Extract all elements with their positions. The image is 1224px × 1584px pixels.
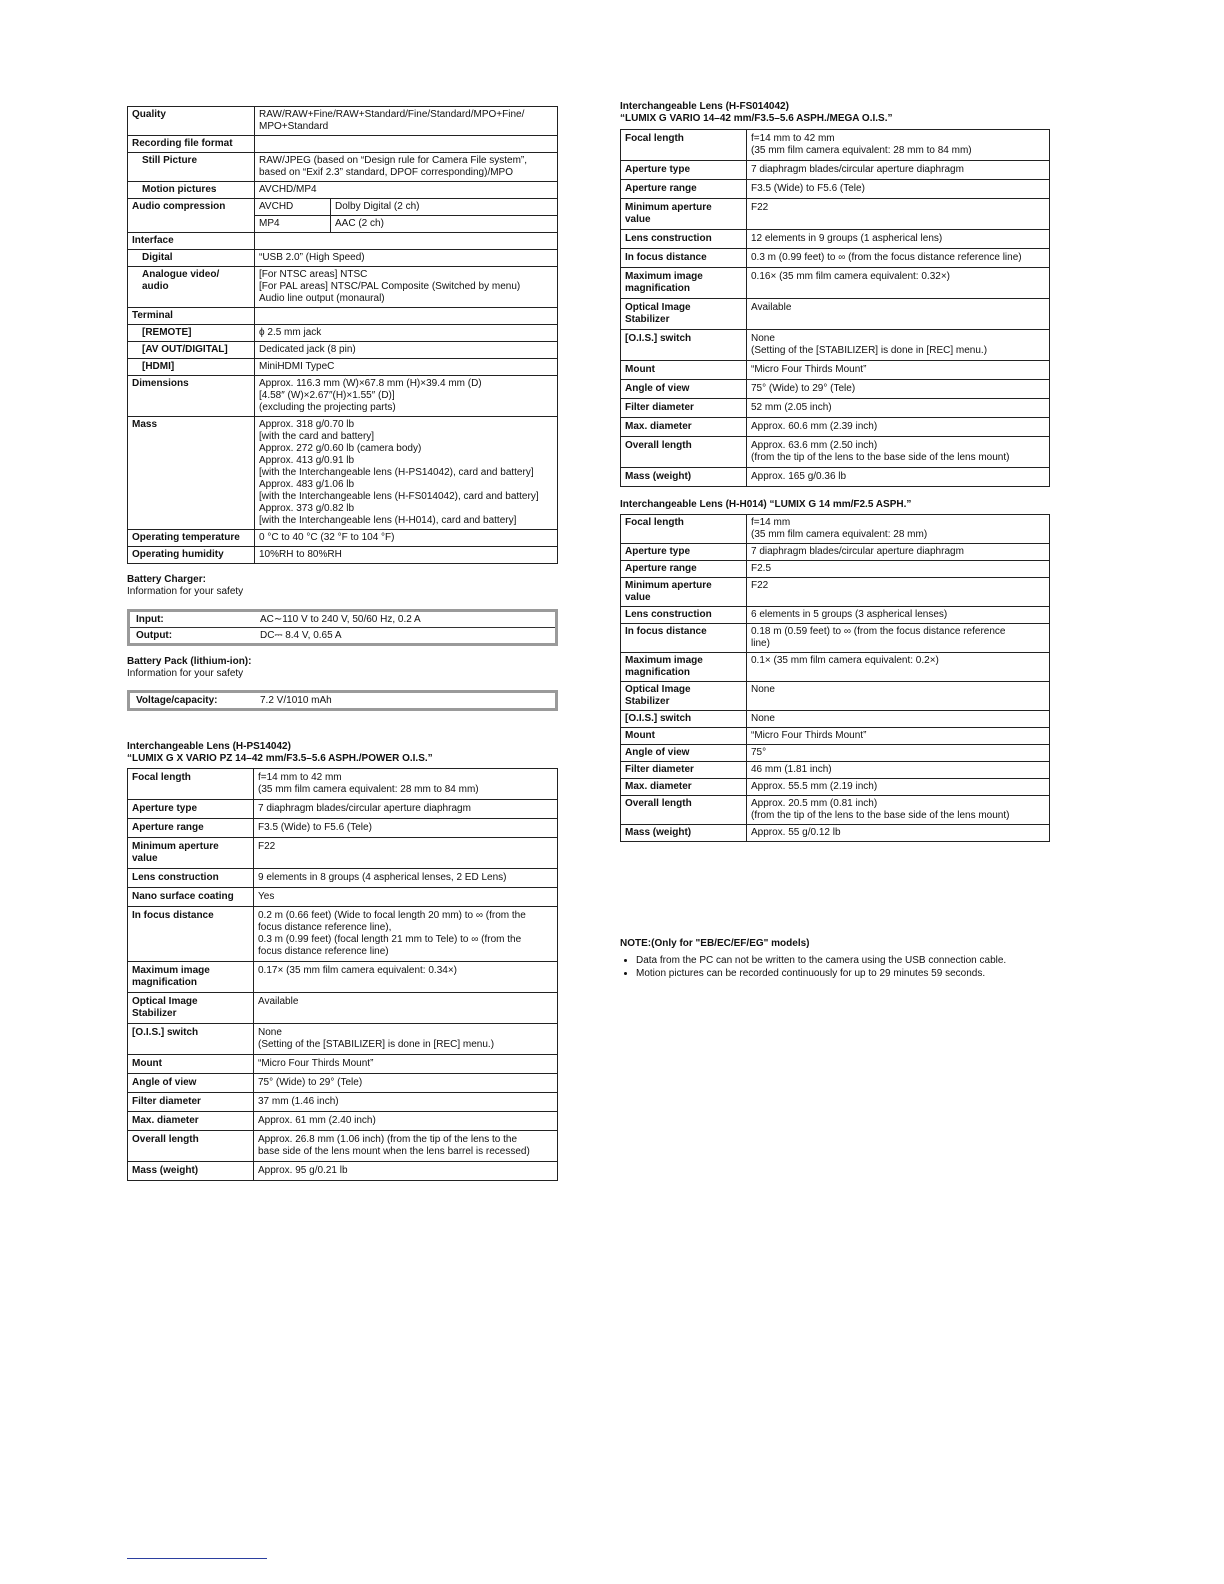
table-row <box>128 1162 558 1181</box>
table-row <box>128 993 558 1024</box>
spec-label: Focal length <box>621 130 747 161</box>
lens-ps-section <box>127 741 558 1181</box>
table-row <box>128 907 558 962</box>
spec-value: Approx. 63.6 mm (2.50 inch) (from the tip of the lens to the base side of the lens mount) <box>747 437 1050 468</box>
battery-section <box>127 656 558 711</box>
spec-value: “Micro Four Thirds Mount” <box>254 1055 558 1074</box>
spec-label: Optical Image Stabilizer <box>128 993 254 1024</box>
spec-value: None (Setting of the [STABILIZER] is done in [REC] menu.) <box>254 1024 558 1055</box>
spec-label: In focus distance <box>621 249 747 268</box>
table-row <box>128 819 558 838</box>
spec-value: “USB 2.0” (High Speed) <box>255 250 558 267</box>
table-row <box>621 268 1050 299</box>
table-row <box>621 796 1050 825</box>
spec-label: Operating temperature <box>128 530 255 547</box>
table-row <box>128 1074 558 1093</box>
table-row <box>128 962 558 993</box>
table-row <box>621 653 1050 682</box>
spec-value: f=14 mm to 42 mm (35 mm film camera equivalent: 28 mm to 84 mm) <box>747 130 1050 161</box>
spec-label: Aperture range <box>621 180 747 199</box>
spec-label: Nano surface coating <box>128 888 254 907</box>
spec-value: “Micro Four Thirds Mount” <box>747 361 1050 380</box>
spec-value: 75° (Wide) to 29° (Tele) <box>747 380 1050 399</box>
box-value: AC∼110 V to 240 V, 50/60 Hz, 0.2 A <box>260 614 421 625</box>
box-value: DC⎓ 8.4 V, 0.65 A <box>260 630 342 641</box>
table-row <box>621 745 1050 762</box>
table-row <box>128 1055 558 1074</box>
spec-label: Optical Image Stabilizer <box>621 682 747 711</box>
table-row <box>128 869 558 888</box>
table-row <box>128 359 558 376</box>
spec-label: Filter diameter <box>621 399 747 418</box>
table-row <box>128 888 558 907</box>
spec-value: AVCHD/MP4 <box>255 182 558 199</box>
battery-row <box>130 693 555 708</box>
spec-label: Overall length <box>621 796 747 825</box>
table-row <box>128 308 558 325</box>
spec-label: Maximum image magnification <box>621 653 747 682</box>
spec-label: Digital <box>128 250 255 267</box>
spec-label: Mass (weight) <box>128 1162 254 1181</box>
table-row <box>621 418 1050 437</box>
spec-label: Focal length <box>621 515 747 544</box>
spec-label: Filter diameter <box>128 1093 254 1112</box>
table-row <box>621 380 1050 399</box>
table-row <box>621 762 1050 779</box>
table-row <box>128 107 558 136</box>
charger-output-row <box>130 628 555 643</box>
spec-label: Angle of view <box>128 1074 254 1093</box>
spec-value: F3.5 (Wide) to F5.6 (Tele) <box>747 180 1050 199</box>
table-row <box>621 515 1050 544</box>
spec-label: Aperture type <box>128 800 254 819</box>
table-row <box>621 544 1050 561</box>
table-row <box>621 161 1050 180</box>
note-list <box>620 954 1050 980</box>
list-item: • Motion pictures can be recorded continuously for up to 29 minutes 59 seconds. <box>636 967 1050 980</box>
table-row <box>621 468 1050 487</box>
spec-value: RAW/RAW+Fine/RAW+Standard/Fine/Standard/MPO+Fine/ MPO+Standard <box>255 107 558 136</box>
table-row <box>621 607 1050 624</box>
box-value: 7.2 V/1010 mAh <box>260 695 332 706</box>
spec-value: 0.2 m (0.66 feet) (Wide to focal length 20 mm) to ∞ (from the focus distance reference line), 0.3 m (0.99 feet) (focal length 21 mm to Tele) to ∞ (from the focus distance reference line) <box>254 907 558 962</box>
spec-label: Mass (weight) <box>621 468 747 487</box>
spec-label: Angle of view <box>621 745 747 762</box>
spec-value: F3.5 (Wide) to F5.6 (Tele) <box>254 819 558 838</box>
table-row <box>128 182 558 199</box>
table-row <box>621 361 1050 380</box>
spec-value: 75° (Wide) to 29° (Tele) <box>254 1074 558 1093</box>
spec-value: “Micro Four Thirds Mount” <box>747 728 1050 745</box>
spec-value: Available <box>254 993 558 1024</box>
section-subtitle: Information for your safety <box>127 586 244 597</box>
spec-label: Focal length <box>128 769 254 800</box>
table-row <box>621 180 1050 199</box>
table-row <box>128 325 558 342</box>
section-title: Interchangeable Lens (H-FS014042) <box>620 101 789 112</box>
table-row <box>621 299 1050 330</box>
table-row <box>128 838 558 869</box>
charger-box <box>127 609 558 646</box>
spec-value <box>255 233 558 250</box>
spec-value: 6 elements in 5 groups (3 aspherical lenses) <box>747 607 1050 624</box>
spec-value: 0 °C to 40 °C (32 °F to 104 °F) <box>255 530 558 547</box>
spec-label: Aperture range <box>621 561 747 578</box>
spec-label: Max. diameter <box>128 1112 254 1131</box>
spec-label: Max. diameter <box>621 779 747 796</box>
spec-value: MP4 <box>255 216 331 233</box>
footer-rule <box>127 1558 267 1559</box>
battery-box <box>127 690 558 711</box>
spec-label: Mass (weight) <box>621 825 747 842</box>
spec-value: 9 elements in 8 groups (4 aspherical lenses, 2 ED Lens) <box>254 869 558 888</box>
table-row <box>128 530 558 547</box>
spec-value: Approx. 165 g/0.36 lb <box>747 468 1050 487</box>
spec-value: F22 <box>747 578 1050 607</box>
spec-value <box>255 308 558 325</box>
spec-value: RAW/JPEG (based on “Design rule for Camera File system”, based on “Exif 2.3” standard, DPOF corresponding)/MPO <box>255 153 558 182</box>
table-row <box>621 779 1050 796</box>
table-row <box>128 267 558 308</box>
table-row <box>128 233 558 250</box>
spec-value: F22 <box>747 199 1050 230</box>
spec-label: [O.I.S.] switch <box>621 330 747 361</box>
spec-label: Max. diameter <box>621 418 747 437</box>
spec-value: f=14 mm (35 mm film camera equivalent: 28 mm) <box>747 515 1050 544</box>
spec-label: Recording file format <box>128 136 255 153</box>
left-column <box>127 106 558 1181</box>
spec-label: Overall length <box>128 1131 254 1162</box>
spec-value: Dolby Digital (2 ch) <box>331 199 558 216</box>
spec-value: Yes <box>254 888 558 907</box>
spec-label: Still Picture <box>128 153 255 182</box>
table-row <box>128 769 558 800</box>
spec-value: 52 mm (2.05 inch) <box>747 399 1050 418</box>
lens-h-table <box>620 514 1050 842</box>
spec-label: Motion pictures <box>128 182 255 199</box>
spec-label: Optical Image Stabilizer <box>621 299 747 330</box>
spec-value: None <box>747 711 1050 728</box>
table-row <box>621 130 1050 161</box>
table-row <box>621 728 1050 745</box>
table-row <box>128 153 558 182</box>
spec-value: 7 diaphragm blades/circular aperture diaphragm <box>747 544 1050 561</box>
spec-label: Mount <box>621 361 747 380</box>
camera-spec-table <box>127 106 558 564</box>
table-row <box>621 399 1050 418</box>
spec-value: 0.18 m (0.59 feet) to ∞ (from the focus distance reference line) <box>747 624 1050 653</box>
table-row <box>128 136 558 153</box>
table-row <box>621 249 1050 268</box>
spec-value: None <box>747 682 1050 711</box>
spec-label: Dimensions <box>128 376 255 417</box>
spec-value: AVCHD <box>255 199 331 216</box>
spec-value: 7 diaphragm blades/circular aperture diaphragm <box>747 161 1050 180</box>
spec-label: Aperture range <box>128 819 254 838</box>
spec-label: Minimum aperture value <box>621 199 747 230</box>
spec-value: Approx. 116.3 mm (W)×67.8 mm (H)×39.4 mm (D) [4.58″ (W)×2.67″(H)×1.55″ (D)] (excluding the projecting parts) <box>255 376 558 417</box>
spec-value: MiniHDMI TypeC <box>255 359 558 376</box>
table-row <box>128 1024 558 1055</box>
note-title: NOTE:(Only for "EB/EC/EF/EG" models) <box>620 938 810 949</box>
section-title: Battery Pack (lithium-ion): <box>127 656 252 667</box>
spec-label: Minimum aperture value <box>621 578 747 607</box>
spec-label: Aperture type <box>621 161 747 180</box>
spec-label: [O.I.S.] switch <box>128 1024 254 1055</box>
list-item: • Data from the PC can not be written to the camera using the USB connection cable. <box>636 954 1050 967</box>
table-row <box>128 547 558 564</box>
table-row <box>128 417 558 530</box>
charger-input-row <box>130 612 555 628</box>
spec-value: 10%RH to 80%RH <box>255 547 558 564</box>
spec-value: 12 elements in 9 groups (1 aspherical lens) <box>747 230 1050 249</box>
table-row <box>621 711 1050 728</box>
spec-value: AAC (2 ch) <box>331 216 558 233</box>
box-label: Output: <box>136 630 173 641</box>
spec-label: Terminal <box>128 308 255 325</box>
spec-label: Lens construction <box>621 607 747 624</box>
table-row <box>128 376 558 417</box>
spec-value: 0.1× (35 mm film camera equivalent: 0.2×) <box>747 653 1050 682</box>
spec-label: [REMOTE] <box>128 325 255 342</box>
spec-label: Maximum image magnification <box>128 962 254 993</box>
note-section <box>620 938 1050 980</box>
box-label: Voltage/capacity: <box>136 695 218 706</box>
table-row <box>621 624 1050 653</box>
lens-ps-table <box>127 768 558 1181</box>
spec-label: Overall length <box>621 437 747 468</box>
spec-value: [For NTSC areas] NTSC [For PAL areas] NTSC/PAL Composite (Switched by menu) Audio line output (monaural) <box>255 267 558 308</box>
spec-value: 0.3 m (0.99 feet) to ∞ (from the focus distance reference line) <box>747 249 1050 268</box>
section-title: “LUMIX G VARIO 14–42 mm/F3.5–5.6 ASPH./MEGA O.I.S.” <box>620 113 893 124</box>
table-row <box>621 578 1050 607</box>
table-row <box>128 199 558 216</box>
table-row <box>621 561 1050 578</box>
spec-label: Mount <box>621 728 747 745</box>
table-row <box>621 825 1050 842</box>
table-row <box>128 800 558 819</box>
spec-label: Maximum image magnification <box>621 268 747 299</box>
spec-label: Operating humidity <box>128 547 255 564</box>
section-title: “LUMIX G X VARIO PZ 14–42 mm/F3.5–5.6 ASPH./POWER O.I.S.” <box>127 753 433 764</box>
spec-label: Quality <box>128 107 255 136</box>
spec-label: [O.I.S.] switch <box>621 711 747 728</box>
spec-value: Approx. 95 g/0.21 lb <box>254 1162 558 1181</box>
spec-value: Dedicated jack (8 pin) <box>255 342 558 359</box>
section-title: Interchangeable Lens (H-H014) “LUMIX G 14 mm/F2.5 ASPH.” <box>620 499 912 510</box>
lens-fs-table <box>620 129 1050 487</box>
spec-label: Mass <box>128 417 255 530</box>
spec-label: Lens construction <box>128 869 254 888</box>
spec-label: Aperture type <box>621 544 747 561</box>
spec-value: 46 mm (1.81 inch) <box>747 762 1050 779</box>
spec-value: Approx. 26.8 mm (1.06 inch) (from the tip of the lens to the base side of the lens mount when the lens barrel is recessed) <box>254 1131 558 1162</box>
table-row <box>621 230 1050 249</box>
table-row <box>621 682 1050 711</box>
table-row <box>621 330 1050 361</box>
spec-value: F22 <box>254 838 558 869</box>
spec-label: Analogue video/ audio <box>128 267 255 308</box>
spec-label: [HDMI] <box>128 359 255 376</box>
spec-value: Approx. 20.5 mm (0.81 inch) (from the tip of the lens to the base side of the lens mount) <box>747 796 1050 825</box>
spec-value: 75° <box>747 745 1050 762</box>
spec-value: Approx. 55.5 mm (2.19 inch) <box>747 779 1050 796</box>
table-row <box>621 437 1050 468</box>
spec-label: In focus distance <box>621 624 747 653</box>
spec-label: Minimum aperture value <box>128 838 254 869</box>
spec-value <box>255 136 558 153</box>
section-title: Interchangeable Lens (H-PS14042) <box>127 741 291 752</box>
table-row <box>128 342 558 359</box>
spec-label: Mount <box>128 1055 254 1074</box>
spec-value: Approx. 61 mm (2.40 inch) <box>254 1112 558 1131</box>
spec-label: Angle of view <box>621 380 747 399</box>
spec-value: Available <box>747 299 1050 330</box>
spec-value: 0.16× (35 mm film camera equivalent: 0.32×) <box>747 268 1050 299</box>
spec-label: Lens construction <box>621 230 747 249</box>
spec-value: 37 mm (1.46 inch) <box>254 1093 558 1112</box>
spec-value: Approx. 318 g/0.70 lb [with the card and battery] Approx. 272 g/0.60 lb (camera body) Approx. 413 g/0.91 lb [with the Interchangeable lens (H-PS14042), card and battery] Approx. 483 g/1.06 lb [with the Interchangeable lens (H-FS014042), card and battery] Approx. 373 g/0.82 lb [with the Interchangeable lens (H-H014), card and battery] <box>255 417 558 530</box>
table-row <box>128 1112 558 1131</box>
section-subtitle: Information for your safety <box>127 668 244 679</box>
section-title: Battery Charger: <box>127 574 206 585</box>
spec-value: 0.17× (35 mm film camera equivalent: 0.34×) <box>254 962 558 993</box>
spec-label: Interface <box>128 233 255 250</box>
box-label: Input: <box>136 614 164 625</box>
spec-value: Approx. 55 g/0.12 lb <box>747 825 1050 842</box>
spec-label: [AV OUT/DIGITAL] <box>128 342 255 359</box>
table-row <box>621 199 1050 230</box>
spec-value: f=14 mm to 42 mm (35 mm film camera equivalent: 28 mm to 84 mm) <box>254 769 558 800</box>
table-row <box>128 1093 558 1112</box>
spec-value: F2.5 <box>747 561 1050 578</box>
spec-label: Audio compression <box>128 199 255 233</box>
spec-value: None (Setting of the [STABILIZER] is done in [REC] menu.) <box>747 330 1050 361</box>
table-row <box>128 1131 558 1162</box>
right-column <box>620 101 1050 980</box>
spec-value: Approx. 60.6 mm (2.39 inch) <box>747 418 1050 437</box>
charger-section <box>127 574 558 646</box>
spec-value: ϕ 2.5 mm jack <box>255 325 558 342</box>
spec-value: 7 diaphragm blades/circular aperture diaphragm <box>254 800 558 819</box>
spec-label: Filter diameter <box>621 762 747 779</box>
spec-label: In focus distance <box>128 907 254 962</box>
table-row <box>128 250 558 267</box>
